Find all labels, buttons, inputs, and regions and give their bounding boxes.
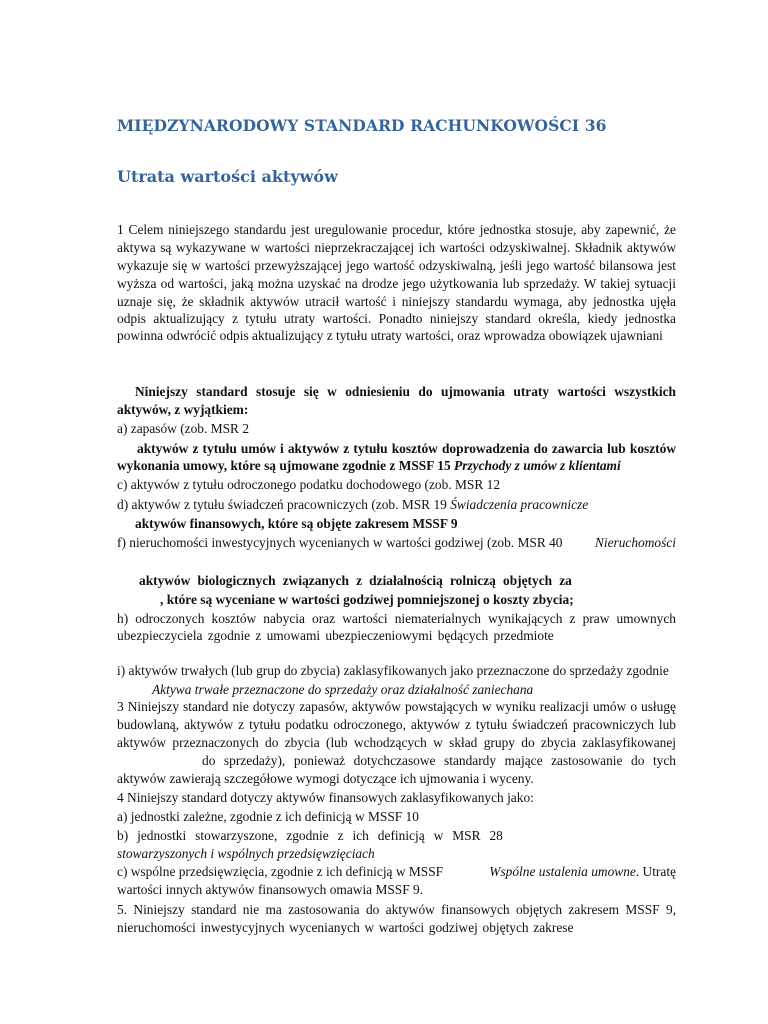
standard-title: Wspólne ustalenia umowne — [489, 864, 636, 879]
list-item-line: i) aktywów trwałych (lub grup do zbycia) zaklasyfikowanych jako przeznaczone do sprzedaży zgodnie — [117, 663, 669, 678]
paragraph-line: wyższa od wartości, jaką można uzyskać na drodze jego użytkowania lub sprzedaży. W takiej sytuacji — [117, 276, 676, 291]
list-item-a: a) zapasów (zob. MSR 2 — [117, 421, 250, 436]
list-item-f — [117, 535, 676, 551]
list-item-d — [117, 497, 588, 513]
list-item-text: . Utratę — [635, 864, 676, 879]
paragraph-line: nieruchomości inwestycyjnych wycenianych w wartości godziwej objętych zakrese — [117, 920, 574, 935]
paragraph-line: budowlaną, aktywów z tytułu podatku odroczonego, aktywów z tytułu świadczeń pracowniczych lub — [117, 717, 676, 732]
standard-title: Świadczenia pracownicze — [450, 497, 589, 512]
list-item-4a: a) jednostki zależne, zgodnie z ich definicją w MSSF 10 — [117, 809, 419, 824]
document-subtitle: Utrata wartości aktywów — [117, 167, 338, 186]
paragraph-line: odpis aktualizujący z tytułu utraty wartości. Ponadto niniejszy standard określa, kiedy jednostka — [117, 311, 676, 326]
paragraph-line: aktywów zawierają szczegółowe wymogi dotyczące ich ujmowania i wyceny. — [117, 771, 534, 786]
list-item-line: , które są wyceniane w wartości godziwej pomniejszonej o koszty zbycia; — [160, 592, 574, 607]
paragraph-line: 5. Niniejszy standard nie ma zastosowania do aktywów finansowych objętych zakresem MSSF 9, — [117, 902, 676, 917]
document-title: MIĘDZYNARODOWY STANDARD RACHUNKOWOŚCI 36 — [117, 116, 607, 135]
paragraph-line: aktywa są wykazywane w wartości nieprzekraczającej ich wartości odzyskiwalnej. Składnik aktywów — [117, 240, 676, 255]
list-item-c: c) aktywów z tytułu odroczonego podatku dochodowego (zob. MSR 12 — [117, 477, 501, 492]
paragraph-line: 1 Celem niniejszego standardu jest uregulowanie procedur, które jednostka stosuje, aby zapewnić, że — [117, 222, 676, 237]
paragraph-line: wykazuje się w wartości przewyższającej jego wartość odzyskiwalną, jeśli jego wartość bilansowa jest — [117, 258, 676, 273]
list-item-line: b) jednostki stowarzyszone, zgodnie z ich definicją w MSR 28 — [117, 828, 503, 843]
list-item-line: ubezpieczyciela zgodnie z umowami ubezpieczeniowymi będących przedmiote — [117, 628, 554, 643]
standard-title: Aktywa trwałe przeznaczone do sprzedaży oraz działalność zaniechana — [152, 682, 534, 697]
list-item-line: aktywów biologicznych związanych z działalnością rolniczą objętych za — [139, 573, 572, 588]
standard-title: Nieruchomości — [594, 535, 676, 550]
paragraph-line: do sprzedaży), ponieważ dotychczasowe standardy mające zastosowanie do tych — [202, 753, 676, 768]
scope-line: aktywów, z wyjątkiem: — [117, 402, 249, 417]
scope-line: Niniejszy standard stosuje się w odniesieniu do ujmowania utraty wartości wszystkich — [135, 384, 676, 399]
list-item-e: aktywów finansowych, które są objęte zakresem MSSF 9 — [135, 516, 458, 531]
list-item-line — [117, 864, 676, 880]
list-item-line — [117, 458, 621, 474]
paragraph-line: aktywów przeznaczonych do zbycia (lub wchodzących w skład grupy do zbycia zaklasyfikowanej — [117, 735, 676, 750]
list-item-text: c) wspólne przedsięwzięcia, zgodnie z ich definicją w MSSF — [117, 864, 444, 879]
list-item-text: f) nieruchomości inwestycyjnych wycenianych w wartości godziwej (zob. MSR 40 — [117, 535, 563, 550]
paragraph-line: 3 Niniejszy standard nie dotyczy zapasów, aktywów powstających w wyniku realizacji umów o usługę — [117, 699, 676, 714]
paragraph-line: powinna odwrócić odpis aktualizujący z tytułu utraty wartości, oraz wprowadza obowiązek ujawniani — [117, 328, 663, 343]
list-item-line: wartości innych aktywów finansowych omawia MSSF 9. — [117, 882, 424, 897]
list-item-text: d) aktywów z tytułu świadczeń pracowniczych (zob. MSR 19 — [117, 497, 447, 512]
paragraph-4: 4 Niniejszy standard dotyczy aktywów finansowych zaklasyfikowanych jako: — [117, 790, 534, 805]
list-item-line: aktywów z tytułu umów i aktywów z tytułu kosztów doprowadzenia do zawarcia lub kosztów — [137, 441, 676, 456]
standard-title: stowarzyszonych i wspólnych przedsięwzięciach — [117, 846, 375, 861]
list-item-line: h) odroczonych kosztów nabycia oraz wartości niematerialnych wynikających z praw umownych — [117, 611, 676, 626]
standard-title: Przychody z umów z klientami — [454, 458, 621, 473]
paragraph-line: uznaje się, że składnik aktywów utracił wartość i niniejszy standardu wymaga, aby jednostka ujęła — [117, 294, 676, 309]
list-item-text: wykonania umowy, które są ujmowane zgodnie z MSSF 15 — [117, 458, 451, 473]
